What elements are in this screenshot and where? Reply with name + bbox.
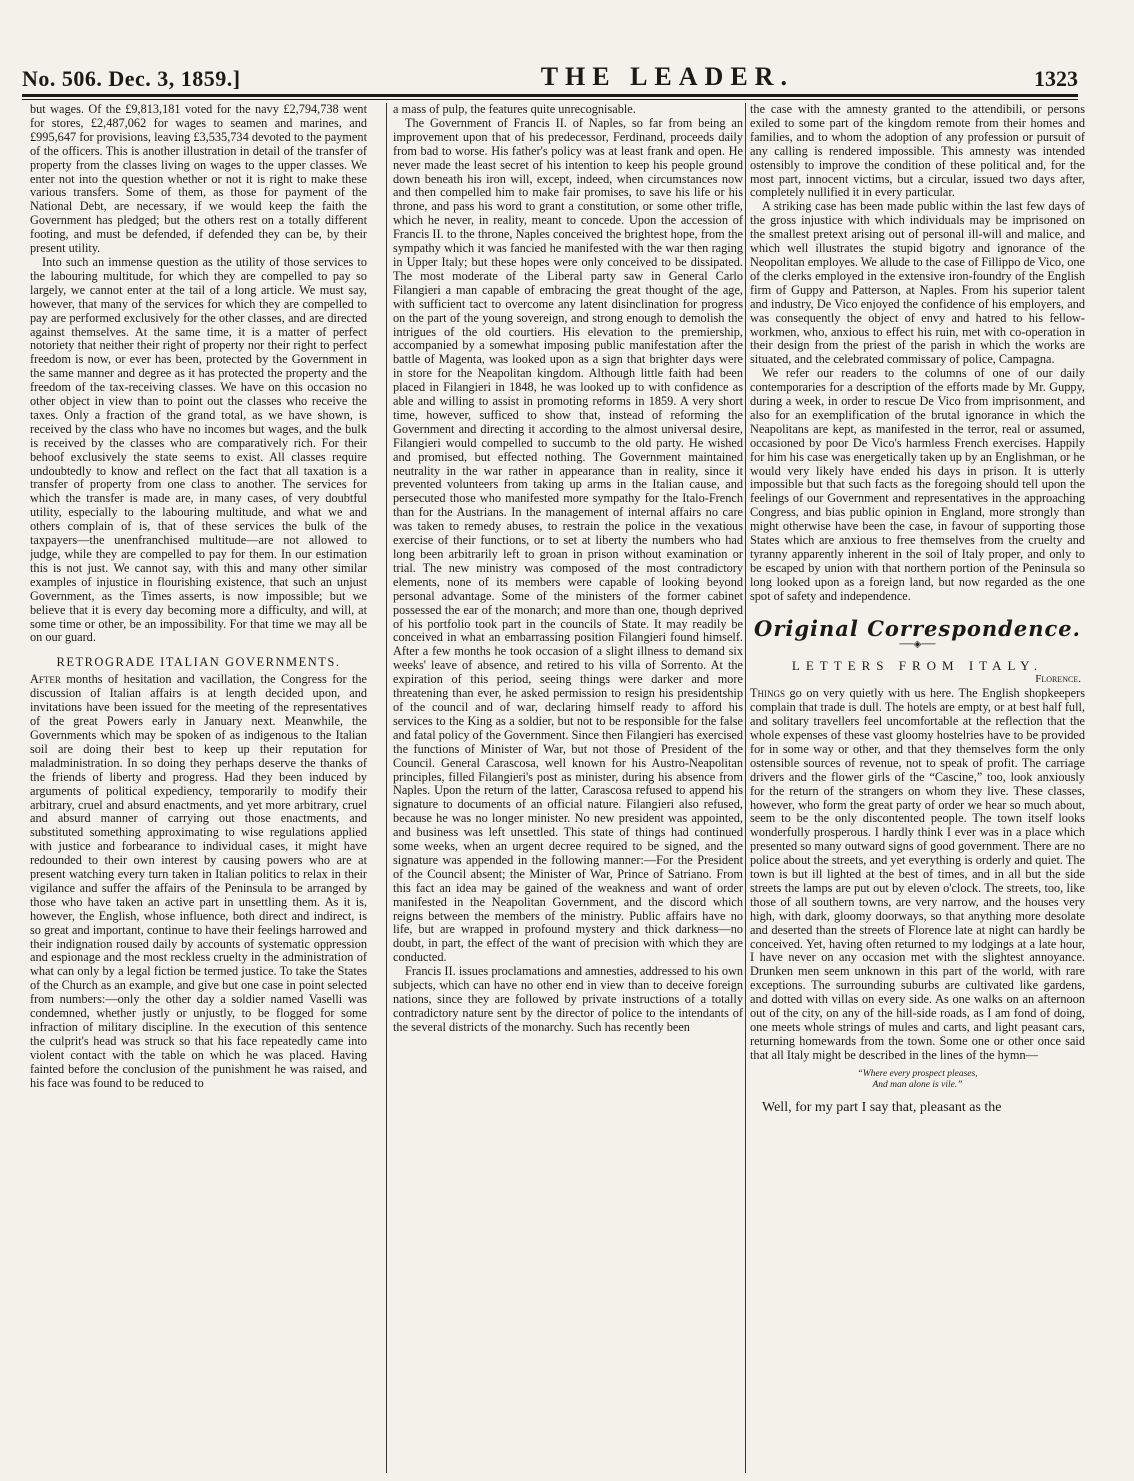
paragraph: Into such an immense question as the utility of those services to the labouring multitude, for which they are compelled to pay so largely, we cannot enter at the tail of a long article. We must say, however, that many of the services for which they are compelled to pay are performed exclusively for the other classes, and are directed against themselves. At the same time, it is a matter of perfect notoriety that neither their right of property nor their right to perfect freedom is now, or ever has been, protected by the Government in the same manner and degree as it has protected the property and the freedom of the tax-receiving classes. We have on this occasion no other object in view than to point out the classes who receive the taxes. Only a fraction of the grand total, as we have shown, is received by the class who have no incomes but wages, and the bulk is received by the classes who are comparatively rich. For their behoof exclusively the state seems to exist. All classes require undoubtedly to know and reflect on the fact that all taxation is a transfer of property from one class to another. The services for which the transfer is made are, in many cases, of very doubtful utility, especially to the labouring multitude, and what we and others complain of is, that of these services the bulk of the taxpayers—the unenfranchised multitude—are not allowed to judge, while they are compelled to pay for them. In our estimation this is not just. We cannot say, with this and many other similar examples of injustice in flourishing existence, that such an unjust Government, as the Times asserts, is now impossible; but we believe that it is every day becoming more a difficulty, and will, at some time or other, be an impossibility. For that time we may all be on our guard. (30, 254, 367, 645)
paragraph (750, 687, 1085, 1062)
column-2 (393, 103, 743, 1473)
article-heading: RETROGRADE ITALIAN GOVERNMENTS. (56, 655, 341, 670)
column-divider (386, 103, 387, 1473)
paragraph: Well, for my part I say that, pleasant as the (762, 1099, 1002, 1115)
paragraph: Francis II. issues proclamations and amnesties, addressed to his own subjects, which can have no other end in view than to deceive foreign nations, since they are followed by private instructions of a totally contradictory nature sent by the director of police to the intendants of the several districts of the monarchy. Such has recently been (393, 964, 743, 1034)
column-3 (750, 103, 1085, 1473)
quote-line: And man alone is vile.” (872, 1079, 963, 1090)
hymn-quote (750, 1069, 1085, 1091)
quote-line: “Where every prospect pleases, (857, 1068, 978, 1079)
paragraph: A striking case has been made public within the last few days of the gross injustice with which individuals may be imprisoned on the smallest pretext arising out of personal ill-will and malice, and which well illustrates the stupid bigotry and ignorance of the Neopolitan employes. We allude to the case of Fillippo de Vico, one of the clerks employed in the extensive iron-foundry of the English firm of Guppy and Patterson, at Naples. From his superior talent and industry, De Vico enjoyed the confidence of his employers, and was consequently the object of envy and hatred to his fellow-workmen, who, anxious to effect his ruin, met with co-operation in their design from the priest of the parish in which the works are situated, and the celebrated commissary of police, Campagna. (750, 199, 1085, 367)
dateline: Florence. (1035, 673, 1081, 686)
letters-heading: LETTERS FROM ITALY. (791, 658, 1044, 674)
paragraph-text: go on very quietly with us here. The English shopkeepers complain that trade is dull. The hotels are empty, or at best half full, and solitary travellers feel uncomfortable at the reflection that the whole expenses of these vast gloomy hostelries have to be provided for in some way or other, and that they themselves form the only ostensible sources of revenue, not to speak of profit. The carriage drivers and the flower girls of the “Cascine,” too, look anxiously for the return of the strangers on whom they live. These classes, however, who form the great party of order we hear so much about, seem to be the only discontented people. The town itself looks wonderfully prosperous. I hardly think I ever was in a place which presented so many outward signs of good government. There are no police about the streets, and yet everything is orderly and quiet. The town is but ill lighted at the best of times, and in all but the side streets the lamps are put out by eleven o'clock. The streets, too, like those of all southern towns, are very narrow, and the houses very high, with dark, gloomy doorways, so that anything more desolate and deserted than the streets of Florence late at night can hardly be conceived. Yet, having often returned to my lodgings at a late hour, I have never on any occasion met with the slightest annoyance. Drunken men seem unknown in this part of the world, with rare exceptions. The surrounding suburbs are cultivated like gardens, and dotted with villas on every side. As one walks on an afternoon out of the city, on any of the hill-side roads, as I am fond of doing, one meets whole strings of mules and carts, and light peasant cars, returning homewards from the town. Some one or other once said that all Italy might be described in the lines of the hymn— (750, 686, 1085, 1062)
page-number: 1323 (1034, 66, 1078, 91)
paragraph: a mass of pulp, the features quite unrecognisable. (393, 103, 636, 116)
section-title: Original Correspondence. (754, 615, 1081, 641)
masthead (22, 58, 1078, 92)
lead-word: After (30, 672, 61, 687)
paragraph (30, 673, 367, 1090)
paragraph: the case with the amnesty granted to the attendibili, or persons exiled to some part of the kingdom remote from their homes and families, and to whom the adoption of any profession or pursuit of any calling is rendered impossible. This amnesty was intended ostensibly to improve the condition of these political and, for the most part, innocent victims, but a circular, issued two days after, completely nullified it in every particular. (750, 103, 1085, 200)
masthead-rule (22, 94, 1078, 97)
paragraph: We refer our readers to the columns of one of our daily contemporaries for a description of the efforts made by Mr. Guppy, during a week, in order to rescue De Vico from imprisonment, and also for an exemplification of the brutal ignorance in which the Neapolitans are kept, as manifested in the terror, real or assumed, occasioned by poor De Vico's harmless French exercises. Happily for him his case was energetically taken up by an Englishman, or he would very likely have ended his days in prison. It is utterly impossible but that such facts as the foregoing should tell upon the feelings of our Government and representatives in the approaching Congress, and bias public opinion in England, more strongly than might otherwise have been the case, in favour of supporting those States which are anxious to free themselves from the cruelty and tyranny apparently inherent in the soil of Italy proper, and only to be escaped by union with that northern portion of the Peninsula so long looked upon as a foreign land, but now regarded as the one spot of safety and independence. (750, 366, 1085, 603)
column-divider (745, 103, 746, 1473)
column-1 (30, 103, 367, 1473)
masthead-rule-thin (22, 99, 1078, 100)
paragraph: but wages. Of the £9,813,181 voted for the navy £2,794,738 went for stores, £2,487,062 for wages to seamen and marines, and £995,647 for provisions, leaving £3,535,734 devoted to the payment of the officers. This is another illustration in detail of the transfer of property from the classes living on wages to the upper classes. We enter not into the question whether or not it is right to make these various transfers. Some of them, as those for payment of the National Debt, are necessary, if we would keep the faith the Government has pledged; but the others rest on a totally different footing, and must be defended, if defended they can be, by their present utility. (30, 103, 367, 256)
paragraph-text: months of hesitation and vacillation, the Congress for the discussion of Italian affairs is at length decided upon, and invitations have been issued for the meeting of the representatives of the great Powers early in January next. Meanwhile, the Governments which may be spoken of as indigenous to the Italian soil are doing their best to keep up their reputation for maladministration. In so doing they perhaps deserve the thanks of the friends of liberty and progress. Had they been induced by arguments of political expediency, temporarily to modify their arbitrary, cruel and absurd enactments, and yet more arbitrary, cruel and absurd manner of carrying out those enactments, and substituted something approximating to wise regulations applied with justice and forbearance to individual cases, it might have redounded to their own interest by causing powers who are at present watching every turn taken in Italian politics to relax in their vigilance and suffer the affairs of the Peninsula to be arranged by those who have taken an active part in unsettling them. As it is, however, the English, whose influence, both direct and indirect, is so great and important, continue to have their feelings harrowed and their indignation roused daily by accounts of systematic oppression and espionage and the most reckless cruelty in the administration of what can only by a legal fiction be termed justice. To take the States of the Church as an example, and give but one case in point selected from numbers:—only the other day a soldier named Vaselli was condemned, whether justly or unjustly, to be flogged for some infraction of military discipline. In the execution of this sentence the culprit's head was struck so that his face repeatedly came into violent contact with the table on which he was placed. Having fainted before the conclusion of the punishment he was raised, and his face was found to be reduced to (30, 672, 367, 1090)
ornament-divider-icon: ──◈── (899, 638, 936, 650)
lead-word: Things (750, 686, 786, 701)
newspaper-title: THE LEADER. (540, 62, 794, 91)
paragraph: The Government of Francis II. of Naples, so far from being an improvement upon that of his predecessor, Ferdinand, proceeds daily from bad to worse. His father's policy was at least frank and open. He never made the least secret of his intention to keep his people ground down beneath his iron will, except, indeed, when circumstances now and then compelled him to make fair promises, to save his life or his throne, and pass his word to grant a constitution, or some other trifle, which he never, in reality, meant to concede. Upon the accession of Francis II. to the throne, Naples conceived the brightest hope, from the sympathy which it was fancied he manifested with the war then raging in Upper Italy; but these hopes were only conceived to be dissipated. The most moderate of the Liberal party saw in General Carlo Filangieri a man capable of embracing the great thought of the age, with sufficient tact to overcome any latent disinclination for progress on the part of the young sovereign, and strong enough to demolish the intrigues of the old courtiers. His elevation to the premiership, accompanied by a somewhat imposing public manifestation after the battle of Magenta, was looked upon as a sign that brighter days were in store for the Neapolitan kingdom. Although little faith had been placed in Filangieri in 1848, he was looked up to with confidence as able and willing to assist in promoting reforms in 1859. A very short time, however, sufficed to show that, instead of reforming the Government and directing it according to the almost universal desire, Filangieri would compelled to succumb to the old party. He wished and promised, but effected nothing. The Government maintained neutrality in the war rather in appearance than in reality, since it prevented volunteers from taking up arms in the Italian cause, and persecuted those who manifested more sympathy for the Italo-French than for the Austrians. In the management of internal affairs no care was taken to remedy abuses, to restrain the police in the vexatious exercise of their functions, or to set at liberty the numbers who had long been arbitrarily left to groan in prison without examination or trial. The new ministry was composed of the most contradictory elements, none of its members were capable of looking beyond personal advantage. Some of the ministers of the former cabinet possessed the ear of the monarch; and more than one, though deprived of his portfolio took part in the councils of State. It may readily be conceived in what an embarrassing position Filangieri found himself. After a few months he took occasion of a slight illness to demand six weeks' leave of absence, and retired to his villa of Sorrento. At the expiration of this period, seeing things were darker and more threatening than ever, he asked permission to resign his presidentship of the council and of war, declaring himself ready to afford his services to the King as a soldier, but not to be responsible for the false and fatal policy of the Government. Since then Filangieri has exercised the functions of Minister of War, but not those of President of the Council. General Carascosa, well known for his Austro-Neapolitan principles, filled Filangieri's post as minister, during his absence from Naples. Upon the return of the latter, Carascosa refused to append his signature to documents of an official nature. Filangieri also refused, because he was no longer minister. No new president was appointed, and business was left unsettled. This state of things had continued some weeks, when an urgent decree required to be signed, and the signature was appended in the following manner:—For the President of the Council absent; the Minister of War, Prince of Satriano. From this fact an idea may be gained of the weakness and want of order manifested in the Neapolitan Government, and the discord which reigns between the members of the ministry. Public affairs have no life, but are wrapped in profound mystery and thick darkness—no doubt, in part, the effect of the want of precision with which they are conducted. (393, 115, 743, 965)
issue-dateline: No. 506. Dec. 3, 1859.] (22, 66, 241, 91)
